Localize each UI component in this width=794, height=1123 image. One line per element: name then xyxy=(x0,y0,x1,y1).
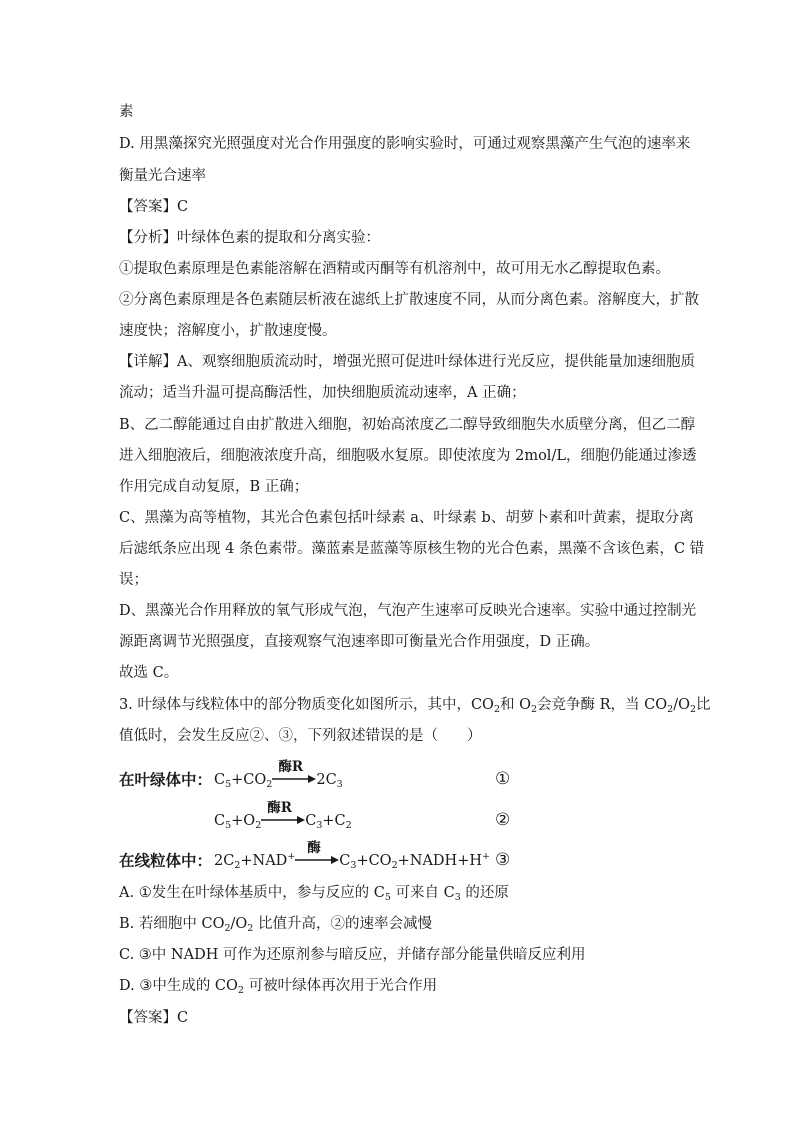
reaction-2-number: ② xyxy=(495,810,511,830)
text-line: ①提取色素原理是色素能溶解在酒精或丙酮等有机溶剂中，故可用无水乙醇提取色素。 xyxy=(119,261,670,277)
mitochondria-label: 在线粒体中： xyxy=(119,851,213,870)
reaction-1-number: ① xyxy=(495,769,511,789)
text-line: 故选 C。 xyxy=(119,665,179,681)
text-line: 误； xyxy=(119,572,148,588)
option-d: D. ③中生成的 $CO_2$ 可被叶绿体再次用于光合作用 xyxy=(119,978,438,996)
text-line: 进入细胞液后，细胞液浓度升高，细胞吸水复原。即使浓度为 2mol/L，细胞仍能通过渗透 xyxy=(119,448,697,464)
enzyme-label: 酶R xyxy=(267,800,292,816)
detail-heading: 【详解】A、观察细胞质流动时，增强光照可促进叶绿体进行光反应，提供能量加速细胞质 xyxy=(119,354,695,370)
reaction-1: $C_5+CO_2$ 酶R $2C_3$ xyxy=(214,770,343,788)
arrow-icon xyxy=(261,816,305,824)
text-line: 速度快；溶解度小，扩散速度慢。 xyxy=(119,323,337,339)
text-line: 流动；适当升温可提高酶活性，加快细胞质流动速率，A 正确； xyxy=(119,385,526,401)
reaction-arrow xyxy=(295,840,339,865)
option-a: A. ①发生在叶绿体基质中，参与反应的 $C_5$ 可来自 $C_3$ 的还原 xyxy=(119,885,509,903)
text-line: D、黑藻光合作用释放的氧气形成气泡，气泡产生速率可反映光合速率。实验中通过控制光 xyxy=(119,603,697,619)
text-line: B、乙二醇能通过自由扩散进入细胞，初始高浓度乙二醇导致细胞失水质壁分离，但乙二醇 xyxy=(119,417,696,433)
arrow-icon xyxy=(272,775,316,783)
reaction-arrow xyxy=(261,800,305,825)
text-line: ②分离色素原理是各色素随层析液在滤纸上扩散速度不同，从而分离色素。溶解度大，扩散 xyxy=(119,292,699,308)
text-line: 素 xyxy=(119,104,134,120)
text-line: 源距离调节光照强度，直接观察气泡速率即可衡量光合作用强度，D 正确。 xyxy=(119,634,600,650)
question-stem-line2: 值低时，会发生反应②、③，下列叙述错误的是（ ） xyxy=(119,728,482,744)
option-b: B. 若细胞中 $CO_2/O_2$ 比值升高，②的速率会减慢 xyxy=(119,916,432,934)
question-stem-line1: 3. 叶绿体与线粒体中的部分物质变化如图所示，其中，$CO_2$和 $O_2$会竞争酶 R，当 $CO_2/O_2$比 xyxy=(119,697,711,715)
answer-line: 【答案】C xyxy=(119,199,189,215)
chloroplast-label: 在叶绿体中： xyxy=(119,770,213,789)
text-line: C、黑藻为高等植物，其光合色素包括叶绿素 a、叶绿素 b、胡萝卜素和叶黄素，提取分离 xyxy=(119,510,694,526)
reaction-2: $C_5+O_2$ 酶R $C_3+C_2$ xyxy=(214,811,352,829)
reaction-3-number: ③ xyxy=(495,850,511,870)
arrow-icon xyxy=(295,856,339,864)
text-line: 后滤纸条应出现 4 条色素带。藻蓝素是蓝藻等原核生物的光合色素，黑藻不含该色素，C 错 xyxy=(119,541,705,557)
answer-line: 【答案】C xyxy=(119,1010,189,1026)
text-line: 衡量光合速率 xyxy=(119,168,206,184)
text-line: 作用完成自动复原，B 正确； xyxy=(119,479,309,495)
option-c: C. ③中 NADH 可作为还原剂参与暗反应，并储存部分能量供暗反应利用 xyxy=(119,947,586,963)
text-line: D. 用黑藻探究光照强度对光合作用强度的影响实验时，可通过观察黑藻产生气泡的速率来 xyxy=(119,136,691,152)
reaction-arrow xyxy=(272,759,316,784)
enzyme-label: 酶 xyxy=(307,840,321,856)
analysis-heading: 【分析】叶绿体色素的提取和分离实验： xyxy=(119,230,380,246)
enzyme-label: 酶R xyxy=(278,759,304,775)
reaction-3: $2C_2+NAD^+$ 酶 $C_3+CO_2+NADH+H^+$ xyxy=(214,851,490,869)
